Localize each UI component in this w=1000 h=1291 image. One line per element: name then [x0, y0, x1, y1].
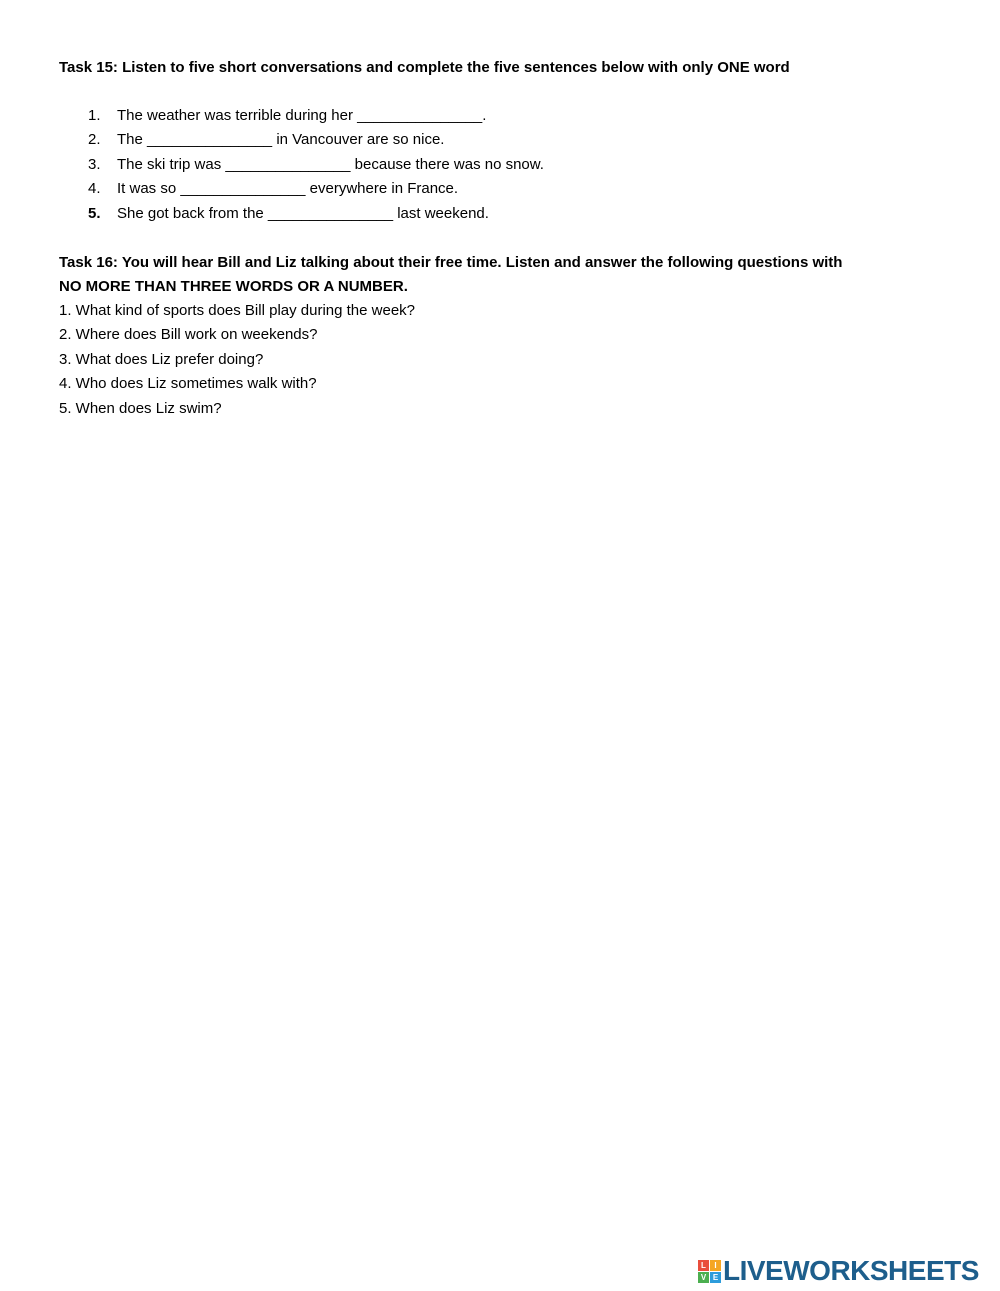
- logo-blocks-icon: [698, 1260, 721, 1283]
- logo-block-i: I: [710, 1260, 721, 1271]
- item-number: 5.: [88, 204, 101, 222]
- item-number: 1.: [88, 107, 101, 124]
- item-number: 3.: [88, 155, 101, 173]
- task16-title: [59, 251, 842, 299]
- logo-block-l: L: [698, 1260, 709, 1271]
- question-item: 4. Who does Liz sometimes walk with?: [59, 375, 317, 393]
- logo-text: LIVEWORKSHEETS: [723, 1255, 979, 1286]
- question-item: 3. What does Liz prefer doing?: [59, 350, 264, 368]
- item-sentence: The ski trip was _______________ because there was no snow.: [117, 155, 544, 173]
- question-item: 1. What kind of sports does Bill play during the week?: [59, 302, 416, 319]
- question-item: 5. When does Liz swim?: [59, 399, 222, 417]
- task15-title: Task 15: Listen to five short conversations and complete the five sentences below with only ONE word: [59, 59, 790, 76]
- task16-title-line2: NO MORE THAN THREE WORDS OR A NUMBER.: [59, 278, 408, 295]
- liveworksheets-logo: [698, 1256, 979, 1286]
- item-sentence: The _______________ in Vancouver are so nice.: [117, 131, 445, 149]
- item-number: 2.: [88, 131, 101, 149]
- logo-block-e: E: [710, 1272, 721, 1283]
- item-sentence: The weather was terrible during her _______________.: [117, 107, 487, 124]
- item-sentence: She got back from the _______________ last weekend.: [117, 204, 489, 222]
- logo-block-v: V: [698, 1272, 709, 1283]
- item-sentence: It was so _______________ everywhere in France.: [117, 180, 459, 198]
- task16-title-line1: Task 16: You will hear Bill and Liz talking about their free time. Listen and answer the following questions with: [59, 254, 843, 271]
- question-item: 2. Where does Bill work on weekends?: [59, 326, 318, 344]
- task16-question-list: [59, 299, 415, 421]
- item-number: 4.: [88, 180, 101, 198]
